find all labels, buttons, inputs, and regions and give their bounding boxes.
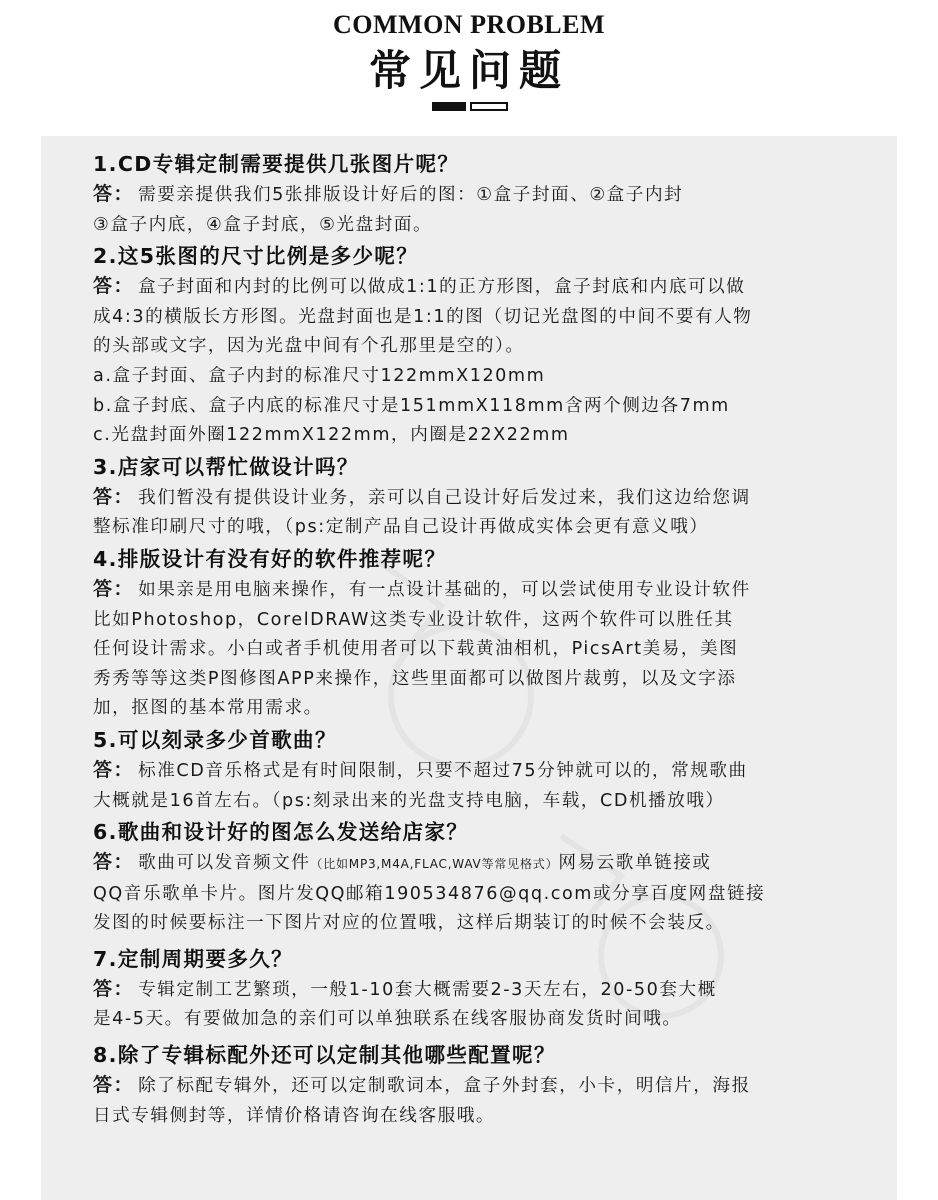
faq-question: 3.店家可以帮忙做设计吗？ [93,454,359,479]
chinese-title: 常见问题 [368,46,569,95]
faq-item-3 [93,451,893,543]
faq-item-5 [93,724,893,816]
faq-answer-line: ③盒子内底，④盒子封底，⑤光盘封面。 [93,214,433,235]
faq-answer-line: 比如Photoshop，CorelDRAW这类专业设计软件，这两个软件可以胜任其 [93,609,734,630]
faq-answer-line: 大概就是16首左右。（ps:刻录出来的光盘支持电脑，车载，CD机播放哦） [93,790,725,811]
answer-label: 答： [93,977,135,1000]
answer-label: 答： [93,275,135,298]
decoration-filled-bar [432,102,466,111]
faq-answer-line: 整标准印刷尺寸的哦，（ps:定制产品自己设计再做成实体会更有意义哦） [93,517,709,538]
answer-label: 答： [93,183,135,205]
faq-question: 5.可以刻录多少首歌曲？ [93,727,337,752]
faq-answer-line: b.盒子封底、盒子内底的标准尺寸是151mmX118mm含两个侧边各7mm [93,395,730,416]
faq-question: 7.定制周期要多久？ [93,946,294,971]
english-title: COMMON PROBLEM [332,10,606,39]
faq-item-1 [93,148,893,240]
faq-question: 4.排版设计有没有好的软件推荐呢？ [93,546,447,571]
title-decoration [432,102,508,112]
faq-answer-line: 答： 专辑定制工艺繁琐，一般1-10套大概需要2-3天左右，20-50套大概 [93,977,717,1000]
faq-item-7 [93,943,893,1035]
faq-answer-line: 日式专辑侧封等，详情价格请咨询在线客服哦。 [93,1105,496,1126]
faq-question: 6.歌曲和设计好的图怎么发送给店家？ [93,820,469,845]
faq-question: 8.除了专辑标配外还可以定制其他哪些配置呢？ [93,1043,556,1068]
faq-answer-line: 发图的时候要标注一下图片对应的位置哦，这样后期装订的时候不会装反。 [93,913,725,934]
decoration-outline-bar [470,102,508,111]
faq-answer-line: 答： 歌曲可以发音频文件（比如MP3,M4A,FLAC,WAV等常见格式）网易云歌单链接或 [93,851,712,874]
faq-item-6 [93,816,893,939]
faq-item-2 [93,240,893,451]
faq-answer-line: 成4:3的横版长方形图。光盘封面也是1:1的图（切记光盘图的中间不要有人物 [93,306,753,327]
faq-answer-line: 任何设计需求。小白或者手机使用者可以下载黄油相机，PicsArt美易，美图 [93,639,739,660]
faq-answer-line: 答： 除了标配专辑外，还可以定制歌词本，盒子外封套，小卡，明信片，海报 [93,1074,751,1097]
faq-question: 1.CD专辑定制需要提供几张图片呢？ [93,152,460,176]
faq-question: 2.这5张图的尺寸比例是多少呢？ [93,244,419,269]
answer-label: 答： [93,485,135,508]
page-header [0,0,938,136]
answer-label: 答： [93,851,135,874]
faq-answer-line: a.盒子封面、盒子内封的标准尺寸122mmX120mm [93,365,546,386]
faq-item-8 [93,1039,893,1131]
faq-list [93,148,893,1131]
faq-answer-line: 的头部或文字，因为光盘中间有个孔那里是空的）。 [93,336,525,357]
faq-answer-line: 是4-5天。有要做加急的亲们可以单独联系在线客服协商发货时间哦。 [93,1009,682,1030]
answer-label: 答： [93,577,135,600]
faq-answer-line: 答： 需要亲提供我们5张排版设计好后的图：①盒子封面、②盒子内封 [93,183,684,205]
faq-answer-line: 答： 如果亲是用电脑来操作，有一点设计基础的，可以尝试使用专业设计软件 [93,577,751,600]
faq-answer-line: 答： 盒子封面和内封的比例可以做成1:1的正方形图，盒子封底和内底可以做 [93,275,746,298]
faq-answer-line: 答： 我们暂没有提供设计业务，亲可以自己设计好后发过来，我们这边给您调 [93,485,751,508]
faq-answer-line: 加，抠图的基本常用需求。 [93,698,323,719]
answer-label: 答： [93,758,135,781]
faq-answer-line: QQ音乐歌单卡片。图片发QQ邮箱190534876@qq.com或分享百度网盘链接 [93,883,766,904]
faq-item-4 [93,543,893,724]
faq-answer-line: 答： 标准CD音乐格式是有时间限制，只要不超过75分钟就可以的，常规歌曲 [93,758,748,781]
faq-panel [41,136,897,1200]
faq-answer-line: c.光盘封面外圈122mmX122mm，内圈是22X22mm [93,425,570,446]
format-note: （比如MP3,M4A,FLAC,WAV等常见格式） [310,857,559,872]
faq-answer-line: 秀秀等等这类P图修图APP来操作，这些里面都可以做图片裁剪，以及文字添 [93,668,737,689]
answer-label: 答： [93,1074,135,1097]
